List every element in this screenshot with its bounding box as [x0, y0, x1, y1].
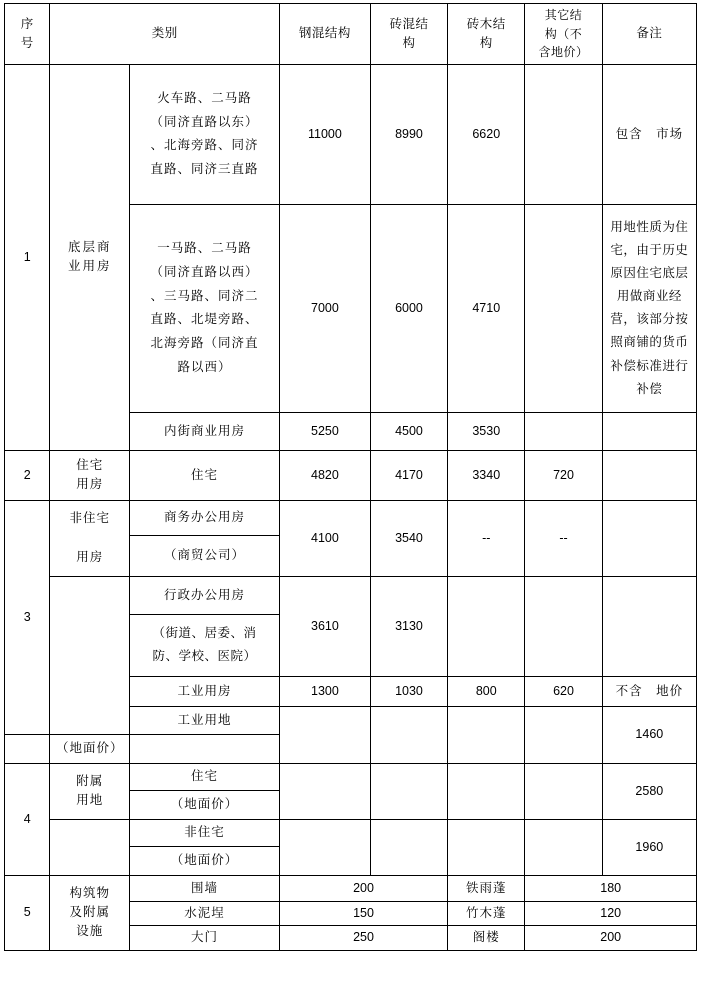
table-row [5, 500, 697, 535]
cell-steel-concrete: 11000 [279, 64, 370, 204]
cell-other [525, 412, 602, 450]
cell-brick-concrete [370, 706, 447, 763]
row-group-2: 住宅 用房 [50, 450, 130, 500]
cell-brick-concrete: 3540 [370, 500, 447, 576]
row-item-name: 住宅 [129, 450, 279, 500]
row-item-name-b: 阁楼 [448, 926, 525, 950]
cell-other [525, 64, 602, 204]
cell-remark: 包含 市场 [602, 64, 696, 204]
table-header-row [5, 4, 697, 65]
row-group-3: 非住宅 用房 [50, 500, 130, 576]
row-item-name: 围墙 [129, 875, 279, 901]
cell-remark [602, 576, 696, 676]
cell-brick-wood: 800 [448, 676, 525, 706]
cell-brick-wood [448, 763, 525, 819]
header-brick-concrete: 砖混结 构 [370, 4, 447, 65]
cell-steel-concrete: 5250 [279, 412, 370, 450]
cell-remark: 1460 [602, 706, 696, 763]
row-index-3: 3 [5, 500, 50, 734]
row-item-name-secondary: （地面价） [129, 790, 279, 819]
row-item-name-secondary: （地面价） [129, 846, 279, 875]
cell-brick-concrete: 1030 [370, 676, 447, 706]
compensation-standard-table [4, 3, 697, 951]
cell-other: 620 [525, 676, 602, 706]
cell-steel-concrete [279, 819, 370, 875]
row-item-name: 火车路、二马路 （同济直路以东） 、北海旁路、同济 直路、同济三直路 [129, 64, 279, 204]
cell-brick-wood: 4710 [448, 204, 525, 412]
header-remark: 备注 [602, 4, 696, 65]
row-index-5: 5 [5, 875, 50, 950]
cell-steel-concrete [279, 763, 370, 819]
cell-remark: 用地性质为住宅，由于历史原因住宅底层用做商业经营，该部分按照商铺的货币补偿标准进行补偿 [602, 204, 696, 412]
cell-value-primary: 200 [279, 875, 447, 901]
cell-value-secondary: 120 [525, 901, 697, 925]
row-item-name: 内街商业用房 [129, 412, 279, 450]
cell-other: 720 [525, 450, 602, 500]
cell-brick-wood: 6620 [448, 64, 525, 204]
cell-brick-wood [448, 706, 525, 763]
cell-brick-concrete: 4500 [370, 412, 447, 450]
cell-steel-concrete: 4100 [279, 500, 370, 576]
row-item-name: 行政办公用房 [129, 576, 279, 614]
cell-remark: 2580 [602, 763, 696, 819]
cell-brick-wood [448, 819, 525, 875]
cell-other: -- [525, 500, 602, 576]
table-row [5, 576, 697, 614]
row-item-name-secondary: （街道、居委、消 防、学校、医院） [129, 614, 279, 676]
cell-brick-concrete: 4170 [370, 450, 447, 500]
row-item-name: 工业用房 [129, 676, 279, 706]
cell-steel-concrete: 7000 [279, 204, 370, 412]
cell-brick-wood: 3530 [448, 412, 525, 450]
cell-remark [602, 500, 696, 576]
cell-brick-concrete: 6000 [370, 204, 447, 412]
cell-steel-concrete: 4820 [279, 450, 370, 500]
row-item-name: 商务办公用房 [129, 500, 279, 535]
row-group-3-spacer [50, 576, 130, 734]
cell-value-primary: 150 [279, 901, 447, 925]
header-index: 序 号 [5, 4, 50, 65]
cell-brick-concrete [370, 763, 447, 819]
cell-other [525, 706, 602, 763]
table-row [5, 763, 697, 790]
row-item-name: 大门 [129, 926, 279, 950]
cell-other [525, 576, 602, 676]
table-row [5, 64, 697, 204]
table-row [5, 819, 697, 846]
cell-other [525, 819, 602, 875]
row-item-name: 非住宅 [129, 819, 279, 846]
row-item-name: 一马路、二马路 （同济直路以西） 、三马路、同济二 直路、北堤旁路、 北海旁路（同济直 路以西） [129, 204, 279, 412]
row-group-5: 构筑物 及附属 设施 [50, 875, 130, 950]
row-item-name-b: 竹木蓬 [448, 901, 525, 925]
header-other: 其它结 构（不 含地价） [525, 4, 602, 65]
row-group-4: 附属 用地 [50, 763, 130, 819]
cell-brick-wood: -- [448, 500, 525, 576]
cell-brick-concrete: 8990 [370, 64, 447, 204]
cell-remark [602, 412, 696, 450]
cell-brick-wood: 3340 [448, 450, 525, 500]
row-item-name: 工业用地 [129, 706, 279, 734]
cell-steel-concrete: 1300 [279, 676, 370, 706]
cell-remark: 不含 地价 [602, 676, 696, 706]
table-row [5, 875, 697, 901]
row-index-4: 4 [5, 763, 50, 875]
cell-brick-concrete [370, 819, 447, 875]
row-item-name: 水泥埕 [129, 901, 279, 925]
row-item-name-b: 铁雨蓬 [448, 875, 525, 901]
header-category: 类别 [50, 4, 280, 65]
cell-remark: 1960 [602, 819, 696, 875]
cell-brick-wood [448, 576, 525, 676]
row-item-name-secondary: （地面价） [50, 734, 130, 763]
row-index-1: 1 [5, 64, 50, 450]
cell-other [525, 204, 602, 412]
row-group-1: 底层商 业用房 [50, 64, 130, 450]
row-item-name-secondary: （商贸公司） [129, 535, 279, 576]
cell-steel-concrete [279, 706, 370, 763]
row-index-2: 2 [5, 450, 50, 500]
cell-other [525, 763, 602, 819]
row-item-name: 住宅 [129, 763, 279, 790]
cell-value-secondary: 200 [525, 926, 697, 950]
cell-value-secondary: 180 [525, 875, 697, 901]
table-row [5, 450, 697, 500]
cell-value-primary: 250 [279, 926, 447, 950]
header-steel-concrete: 钢混结构 [279, 4, 370, 65]
row-index-3-spacer [5, 734, 50, 763]
header-brick-wood: 砖木结 构 [448, 4, 525, 65]
cell-steel-concrete: 3610 [279, 576, 370, 676]
cell-brick-concrete: 3130 [370, 576, 447, 676]
cell-remark [602, 450, 696, 500]
row-group-4-spacer [50, 819, 130, 875]
